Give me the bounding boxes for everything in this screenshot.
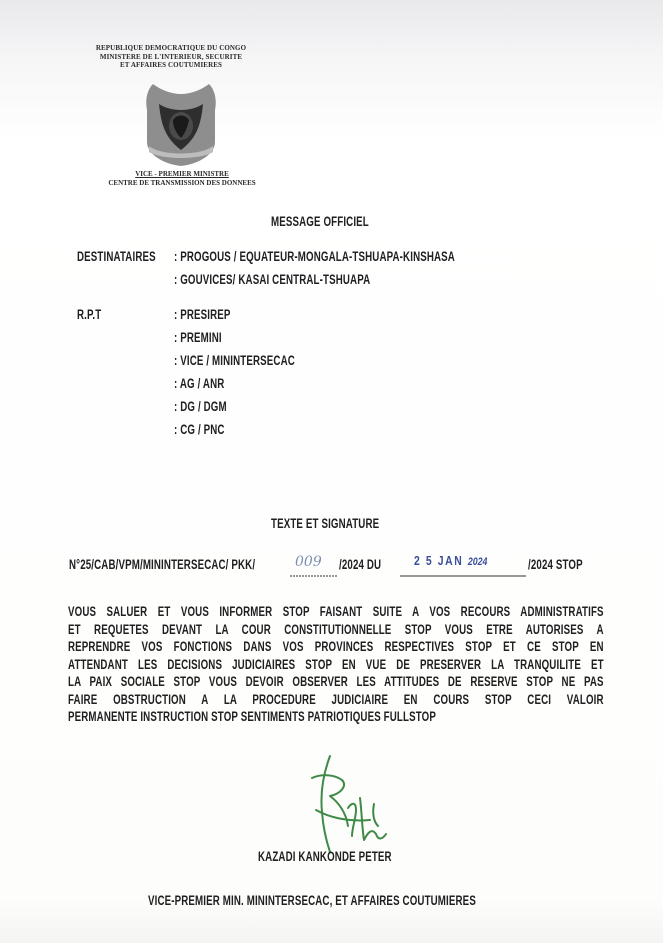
letterhead	[56, 44, 286, 70]
body-line: ATTENDANT LES DECISIONS JUDICIAIRES STOP EN VUE DE PRESERVER LA TRANQUILITE ET	[68, 656, 604, 672]
rpt-line: : VICE / MININTERSECAC	[174, 353, 295, 368]
reference-handwritten-number: 009	[295, 554, 322, 570]
coat-of-arms-icon	[143, 80, 219, 168]
reference-prefix: N°25/CAB/VPM/MININTERSECAC/ PKK/	[69, 557, 256, 572]
rpt-line: : AG / ANR	[174, 376, 225, 391]
vice-prime-minister-label: VICE - PREMIER MINISTRE	[135, 170, 229, 178]
document-title: MESSAGE OFFICIEL	[271, 214, 369, 229]
message-body	[68, 603, 604, 726]
rpt-label: R.P.T	[77, 307, 102, 322]
letterhead-country: REPUBLIQUE DEMOCRATIQUE DU CONGO	[95, 44, 247, 52]
texte-signature-heading: TEXTE ET SIGNATURE	[271, 516, 380, 531]
handwritten-signature-icon	[290, 748, 400, 858]
date-stamp-day-month: 2 5 JAN	[414, 553, 464, 568]
date-underline	[400, 574, 526, 578]
body-line: FAIRE OBSTRUCTION A LA PROCEDURE JUDICIAIRE EN COURS STOP CECI VALOIR	[68, 691, 604, 707]
body-line: VOUS SALUER ET VOUS INFORMER STOP FAISANT SUITE A VOS RECOURS ADMINISTRATIFS	[68, 604, 604, 619]
data-transmission-center-label: CENTRE DE TRANSMISSION DES DONNEES	[108, 179, 256, 187]
letterhead-ministry-cont: ET AFFAIRES COUTUMIERES	[119, 61, 222, 69]
letterhead-ministry: MINISTERE DE L'INTERIEUR, SECURITE	[99, 52, 243, 61]
rpt-line: : PRESIREP	[174, 307, 231, 322]
rpt-line: : CG / PNC	[174, 422, 225, 437]
rpt-line: : DG / DGM	[174, 399, 227, 414]
reference-underline	[290, 574, 338, 578]
body-line: REPRENDRE VOS FONCTIONS DANS VOS PROVINCES RESPECTIVES STOP ET CE STOP EN	[68, 639, 604, 654]
rpt-line: : PREMINI	[174, 330, 222, 345]
destinataires-label: DESTINATAIRES	[77, 249, 156, 264]
reference-suffix: /2024 STOP	[528, 557, 583, 572]
letterhead-department	[76, 170, 288, 188]
body-line: ET REQUETES DEVANT LA COUR CONSTITUTIONNELLE STOP VOUS ETRE AUTORISES A	[68, 621, 604, 637]
destinataire-line: : GOUVICES/ KASAI CENTRAL-TSHUAPA	[174, 272, 371, 287]
date-stamp	[414, 553, 487, 568]
date-stamp-year: 2024	[467, 556, 488, 568]
signatory-name: KAZADI KANKONDE PETER	[258, 849, 392, 864]
destinataire-line: : PROGOUS / EQUATEUR-MONGALA-TSHUAPA-KINSHASA	[174, 249, 455, 264]
body-line: LA PAIX SOCIALE STOP VOUS DEVOIR OBSERVER LES ATTITUDES DE RESERVE STOP NE PAS	[68, 674, 604, 689]
reference-middle: /2024 DU	[339, 557, 382, 572]
body-line: PERMANENTE INSTRUCTION STOP SENTIMENTS PATRIOTIQUES FULLSTOP	[68, 709, 436, 724]
signatory-title: VICE-PREMIER MIN. MININTERSECAC, ET AFFAIRES COUTUMIERES	[148, 893, 476, 908]
